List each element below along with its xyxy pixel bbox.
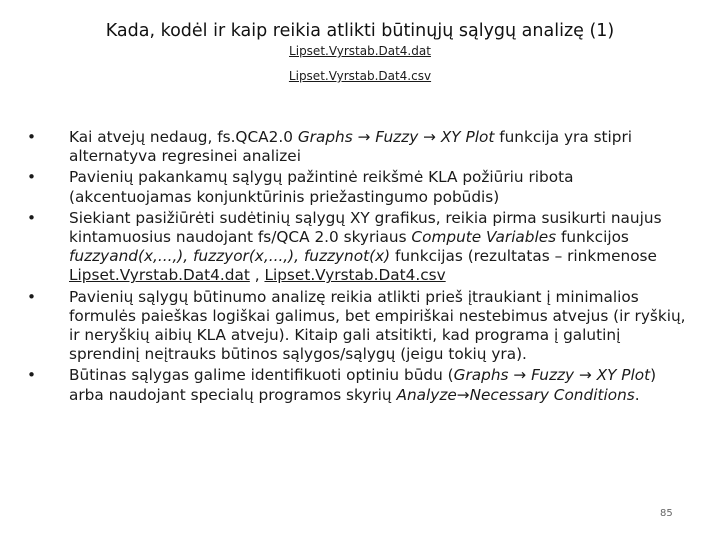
bullet-text: funkcija yra stipri alternatyva regresinei analizei <box>69 128 633 166</box>
bullet-marker: • <box>27 208 37 227</box>
arrow: → <box>418 128 441 146</box>
bullet-text: Pavienių pakankamų sąlygų pažintinė reikšmė KLA požiūriu ribota (akcentuojamas konjunktūrinis priežastingumo pobūdis) <box>69 168 574 206</box>
bullet-text: Būtinas sąlygas galime identifikuoti optiniu būdu ( <box>69 366 454 385</box>
function-names: fuzzyand(x,...,), fuzzyor(x,...,), fuzzynot(x) <box>69 247 391 266</box>
arrow: → <box>508 366 532 385</box>
bullet-text: . <box>634 385 640 404</box>
bullet-item <box>24 168 690 206</box>
file-link-csv[interactable]: Lipset.Vyrstab.Dat4.csv <box>288 69 432 83</box>
bullet-text: Kai atvejų nedaug, fs.QCA2.0 <box>69 128 298 146</box>
bullet-marker: • <box>27 366 37 385</box>
arrow: → <box>352 128 376 146</box>
bullet-text: Pavienių sąlygų būtinumo analizę reikia atlikti prieš įtraukiant į minimalios formulės paieškas logiškai galimus, bet empiriškai nestebimus atvejus (ir ryškių, ir neryškių aibių KLA atveju). Kitaip gali atsitikti, kad programa į galutinį sprendinį neįtrauks būtinos sąlygos/sąlygų (jeigu tokių yra). <box>69 287 686 364</box>
bullet-marker: • <box>27 168 37 187</box>
bullet-item <box>24 366 690 404</box>
menu-term: Graphs <box>297 128 353 146</box>
slide-title: Kada, kodėl ir kaip reikia atlikti būtinųjų sąlygų analizę (1) <box>105 21 615 41</box>
menu-term: Graphs <box>453 366 509 385</box>
menu-term: Fuzzy <box>531 366 575 385</box>
bullet-item <box>24 128 690 166</box>
bullet-text: ) arba naudojant specialų programos skyrių <box>69 366 657 404</box>
bullet-text: funkcijos <box>556 228 629 247</box>
file-link-dat-inline[interactable]: Lipset.Vyrstab.Dat4.dat <box>69 266 250 285</box>
bullet-list <box>24 128 690 407</box>
bullet-item <box>24 209 690 286</box>
separator: , <box>249 266 265 285</box>
file-link-dat[interactable]: Lipset.Vyrstab.Dat4.dat <box>289 44 431 58</box>
file-link-csv-inline[interactable]: Lipset.Vyrstab.Dat4.csv <box>264 266 446 285</box>
bullet-text: Siekiant pasižiūrėti sudėtinių sąlygų XY grafikus, reikia pirma susikurti naujus kintamuosius naudojant fs/QCA 2.0 skyriaus <box>69 208 662 247</box>
menu-term: Analyze→Necessary Conditions <box>396 385 635 404</box>
bullet-text: funkcijas (rezultatas – rinkmenose <box>390 247 657 266</box>
menu-term: Compute Variables <box>411 228 557 247</box>
file-links <box>0 44 720 83</box>
bullet-marker: • <box>27 128 37 146</box>
menu-term: Fuzzy <box>375 128 419 146</box>
bullet-item <box>24 288 690 365</box>
arrow: → <box>574 366 597 385</box>
menu-term: XY Plot <box>440 128 495 146</box>
menu-term: XY Plot <box>596 366 651 385</box>
page-number: 85 <box>660 508 673 519</box>
bullet-marker: • <box>27 287 37 306</box>
